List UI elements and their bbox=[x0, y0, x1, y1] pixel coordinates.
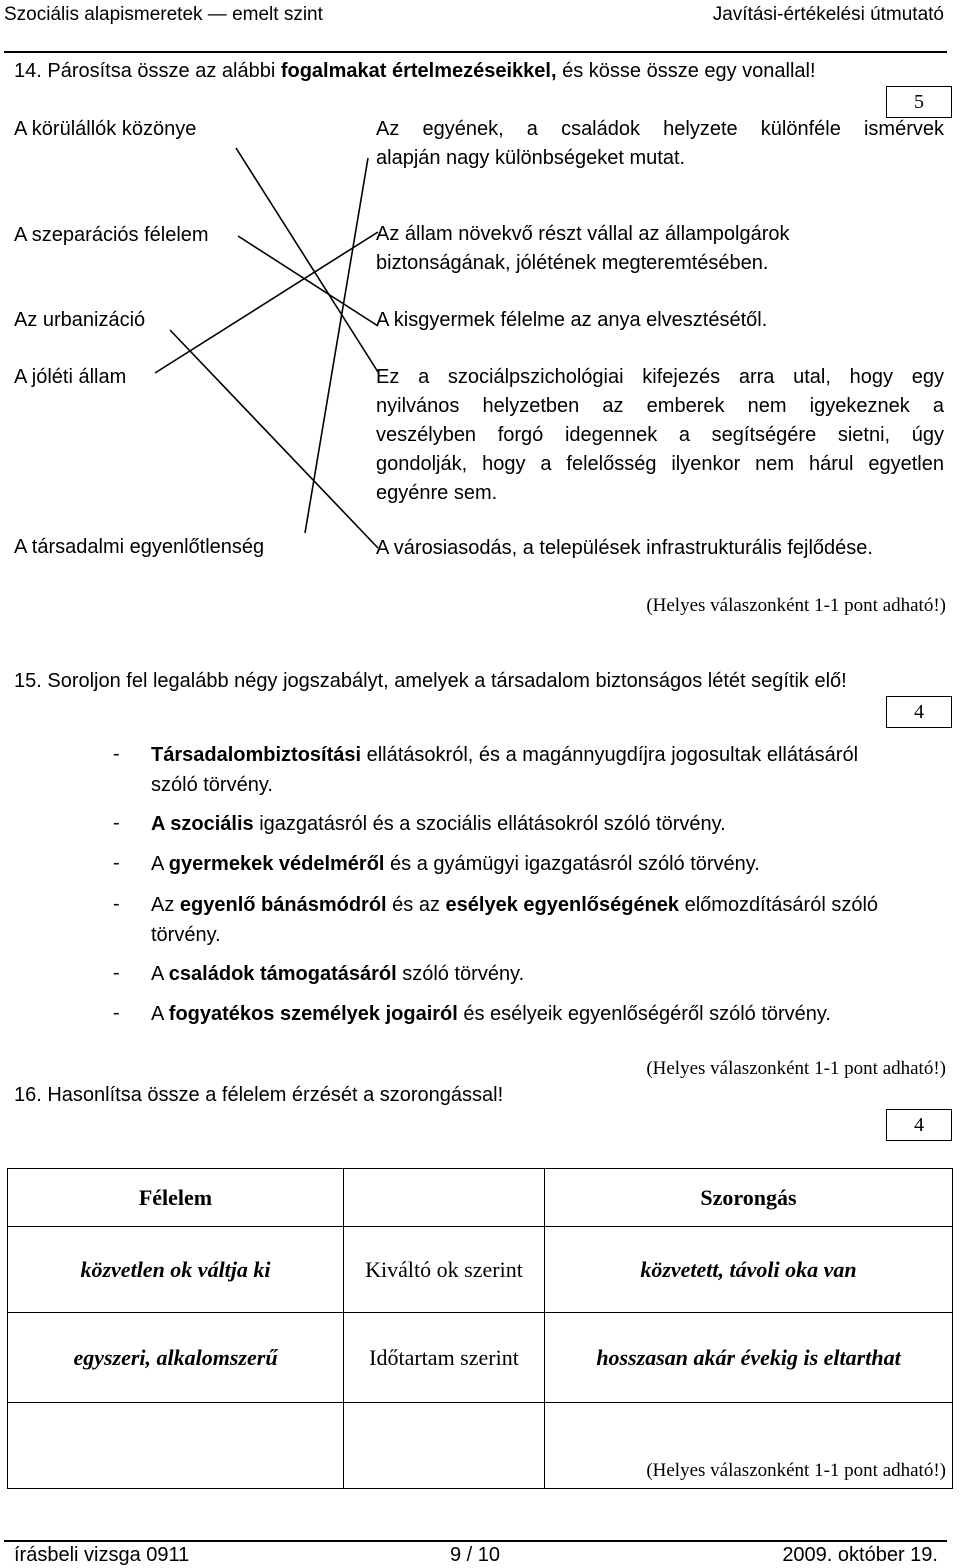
table-header-cell: Szorongás bbox=[545, 1169, 953, 1227]
q14-question: 14. Párosítsa össze az alábbi fogalmakat értelmezéseikkel, és kösse össze egy vonallal! bbox=[14, 60, 816, 82]
q14-term-2: A szeparációs félelem bbox=[14, 224, 209, 246]
q14-term-1: A körülállók közönye bbox=[14, 118, 197, 140]
footer-date: 2009. október 19. bbox=[782, 1544, 938, 1566]
q15-bullet-6: - bbox=[113, 1002, 120, 1024]
table-cell: közvetlen ok váltja ki bbox=[8, 1227, 344, 1313]
q14-connecting-lines bbox=[0, 0, 960, 620]
q15-bullet-1: - bbox=[113, 743, 120, 765]
q14-term-4: A jóléti állam bbox=[14, 366, 127, 388]
q15-item-3: A gyermekek védelméről és a gyámügyi igazgatásról szóló törvény. bbox=[151, 853, 760, 875]
q15-bullet-2: - bbox=[113, 812, 120, 834]
q15-item-2: A szociális igazgatásról és a szociális ellátásokról szóló törvény. bbox=[151, 813, 726, 835]
table-cell: Időtartam szerint bbox=[344, 1313, 545, 1403]
q14-def-4: Ez a szociálpszichológiai kifejezés arra utal, hogy egy nyilvános helyzetben az emberek nem igyekeznek a veszélyben forgó idegennek a segítségére sietni, úgy gondolják, hogy a felelősség ilyenkor nem hárul egyetlen egyénre sem. bbox=[376, 366, 944, 504]
q14-scoring-note: (Helyes válaszonként 1-1 pont adható!) bbox=[646, 595, 946, 616]
table-cell bbox=[344, 1403, 545, 1489]
comparison-table bbox=[7, 1168, 953, 1489]
line-term3-def5 bbox=[170, 330, 378, 548]
table-header-row bbox=[8, 1169, 953, 1227]
q15-item-4: Az egyenlő bánásmódról és az esélyek egyenlőségének előmozdításáról szóló törvény. bbox=[151, 894, 879, 946]
table-cell: közvetett, távoli oka van bbox=[545, 1227, 953, 1313]
table-cell bbox=[8, 1403, 344, 1489]
table-header-cell: Félelem bbox=[8, 1169, 344, 1227]
q16-scoring-note: (Helyes válaszonként 1-1 pont adható!) bbox=[646, 1460, 946, 1481]
header-left: Szociális alapismeretek — emelt szint bbox=[4, 4, 323, 25]
line-term4-def2 bbox=[155, 232, 378, 373]
table-row bbox=[8, 1313, 953, 1403]
q15-item-6: A fogyatékos személyek jogairól és esélyeik egyenlőségéről szóló törvény. bbox=[151, 1003, 831, 1025]
q16-points-box: 4 bbox=[886, 1109, 952, 1141]
q15-question: 15. Soroljon fel legalább négy jogszabályt, amelyek a társadalom biztonságos létét segítik elő! bbox=[14, 670, 847, 692]
q14-def-3: A kisgyermek félelme az anya elvesztésétől. bbox=[376, 309, 768, 331]
footer-left: írásbeli vizsga 0911 bbox=[14, 1544, 190, 1566]
q15-bullet-4: - bbox=[113, 893, 120, 915]
q16-question: 16. Hasonlítsa össze a félelem érzését a szorongással! bbox=[14, 1084, 504, 1106]
line-term1-def4 bbox=[236, 148, 378, 372]
header-right: Javítási-értékelési útmutató bbox=[712, 4, 944, 25]
q14-def-2: Az állam növekvő részt vállal az állampolgárok biztonságának, jólétének megteremtésében. bbox=[376, 223, 790, 274]
table-cell: Kiváltó ok szerint bbox=[344, 1227, 545, 1313]
line-term5-def1 bbox=[305, 158, 368, 533]
line-term2-def3 bbox=[238, 236, 378, 326]
q14-def-1: Az egyének, a családok helyzete különféle ismérvek alapján nagy különbségeket mutat. bbox=[376, 118, 944, 169]
table-cell: hosszasan akár évekig is eltarthat bbox=[545, 1313, 953, 1403]
q15-bullet-5: - bbox=[113, 962, 120, 984]
q14-def-5: A városiasodás, a települések infrastrukturális fejlődése. bbox=[376, 537, 873, 559]
q15-item-1: Társadalombiztosítási ellátásokról, és a magánnyugdíjra jogosultak ellátásáról szóló törvény. bbox=[151, 744, 859, 796]
q15-item-5: A családok támogatásáról szóló törvény. bbox=[151, 963, 525, 985]
q15-points-box: 4 bbox=[886, 696, 952, 728]
table-row bbox=[8, 1227, 953, 1313]
q14-term-3: Az urbanizáció bbox=[14, 309, 146, 331]
q15-bullet-3: - bbox=[113, 852, 120, 874]
footer-page-number: 9 / 10 bbox=[450, 1544, 501, 1566]
q14-points-box: 5 bbox=[886, 86, 952, 118]
table-cell: egyszeri, alkalomszerű bbox=[8, 1313, 344, 1403]
q14-term-5: A társadalmi egyenlőtlenség bbox=[14, 536, 265, 558]
q15-scoring-note: (Helyes válaszonként 1-1 pont adható!) bbox=[646, 1058, 946, 1079]
table-header-cell bbox=[344, 1169, 545, 1227]
footer-rule bbox=[4, 1540, 947, 1542]
